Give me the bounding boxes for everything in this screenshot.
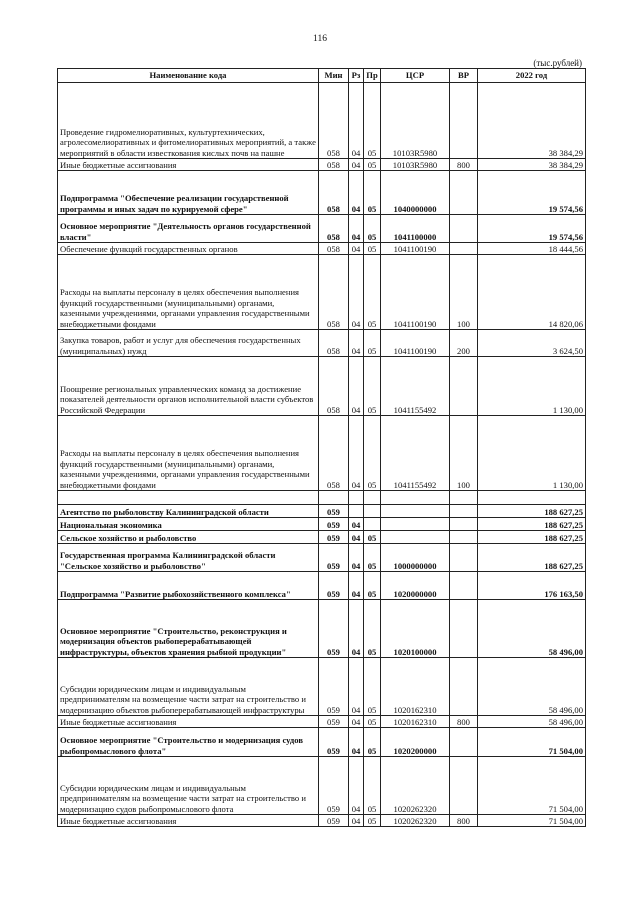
cell-rz: 04 xyxy=(349,83,364,159)
table-header-row xyxy=(58,69,586,83)
cell-min: 059 xyxy=(319,544,349,572)
cell-name: Агентство по рыболовству Калининградской области xyxy=(58,505,319,518)
cell-rz: 04 xyxy=(349,357,364,416)
cell-pr xyxy=(364,518,381,531)
cell-amount: 14 820,06 xyxy=(478,255,586,330)
cell-rz: 04 xyxy=(349,330,364,357)
table-row xyxy=(58,491,586,505)
header-csr: ЦСР xyxy=(381,69,450,83)
cell-name: Расходы на выплаты персоналу в целях обеспечения выполнения функций государственными (муниципальными) органами, казенными учреждениями, органами управления государственными внебюджетными фондами xyxy=(58,416,319,491)
cell-min: 059 xyxy=(319,728,349,757)
cell-pr: 05 xyxy=(364,600,381,658)
cell-rz: 04 xyxy=(349,531,364,544)
cell-amount: 71 504,00 xyxy=(478,815,586,827)
cell-min: 058 xyxy=(319,330,349,357)
cell-csr: 1041100190 xyxy=(381,330,450,357)
table-body xyxy=(58,83,586,827)
cell-vr xyxy=(450,572,478,600)
cell-name: Иные бюджетные ассигнования xyxy=(58,716,319,728)
cell-name: Закупка товаров, работ и услуг для обеспечения государственных (муниципальных) нужд xyxy=(58,330,319,357)
cell-rz: 04 xyxy=(349,572,364,600)
cell-csr: 1020262320 xyxy=(381,815,450,827)
cell-vr: 200 xyxy=(450,330,478,357)
cell-pr: 05 xyxy=(364,416,381,491)
cell-min: 059 xyxy=(319,572,349,600)
table-row xyxy=(58,159,586,171)
cell-csr: 10103R5980 xyxy=(381,83,450,159)
header-min: Мин xyxy=(319,69,349,83)
cell-name: Поощрение региональных управленческих команд за достижение показателей деятельности органов исполнительной власти субъектов Российской Федерации xyxy=(58,357,319,416)
cell-csr: 1020100000 xyxy=(381,600,450,658)
cell-csr xyxy=(381,518,450,531)
cell-min: 058 xyxy=(319,171,349,215)
table-row xyxy=(58,658,586,716)
cell-name: Основное мероприятие "Строительство и модернизация судов рыбопромыслового флота" xyxy=(58,728,319,757)
cell-rz: 04 xyxy=(349,815,364,827)
cell-vr: 800 xyxy=(450,159,478,171)
cell-pr xyxy=(364,491,381,505)
cell-min: 059 xyxy=(319,518,349,531)
cell-name: Государственная программа Калининградской области "Сельское хозяйство и рыболовство" xyxy=(58,544,319,572)
cell-amount xyxy=(478,491,586,505)
cell-amount: 19 574,56 xyxy=(478,215,586,243)
table-row xyxy=(58,728,586,757)
cell-vr xyxy=(450,518,478,531)
cell-name: Подпрограмма "Обеспечение реализации государственной программы и иных задач по курируемой сфере" xyxy=(58,171,319,215)
table-row xyxy=(58,357,586,416)
cell-amount: 1 130,00 xyxy=(478,357,586,416)
cell-csr: 1040000000 xyxy=(381,171,450,215)
cell-csr: 1041100000 xyxy=(381,215,450,243)
cell-name: Основное мероприятие "Строительство, реконструкция и модернизация объектов рыбоперерабатывающей инфраструктуры, объектов хранения рыбной продукции" xyxy=(58,600,319,658)
cell-vr: 800 xyxy=(450,716,478,728)
table-row xyxy=(58,255,586,330)
cell-min: 059 xyxy=(319,505,349,518)
cell-rz: 04 xyxy=(349,215,364,243)
cell-name: Иные бюджетные ассигнования xyxy=(58,815,319,827)
cell-min: 059 xyxy=(319,716,349,728)
cell-amount: 188 627,25 xyxy=(478,518,586,531)
cell-vr: 100 xyxy=(450,416,478,491)
cell-vr: 100 xyxy=(450,255,478,330)
cell-amount: 3 624,50 xyxy=(478,330,586,357)
cell-name: Проведение гидромелиоративных, культуртехнических, агролесомелиоративных и фитомелиоративных мероприятий, а также мероприятий в области известкования кислых почв на пашне xyxy=(58,83,319,159)
cell-vr xyxy=(450,83,478,159)
cell-amount: 188 627,25 xyxy=(478,544,586,572)
cell-name: Обеспечение функций государственных органов xyxy=(58,243,319,255)
cell-csr: 1041100190 xyxy=(381,243,450,255)
table-row xyxy=(58,716,586,728)
table-row xyxy=(58,330,586,357)
cell-name: Подпрограмма "Развитие рыбохозяйственного комплекса" xyxy=(58,572,319,600)
table-row xyxy=(58,518,586,531)
cell-pr xyxy=(364,505,381,518)
header-name: Наименование кода xyxy=(58,69,319,83)
budget-table xyxy=(57,68,586,827)
cell-name: Национальная экономика xyxy=(58,518,319,531)
header-rz: Рз xyxy=(349,69,364,83)
cell-vr xyxy=(450,600,478,658)
cell-name: Субсидии юридическим лицам и индивидуальным предпринимателям на возмещение части затрат на строительство и модернизацию судов рыбопромыслового флота xyxy=(58,757,319,815)
cell-csr: 1020200000 xyxy=(381,728,450,757)
page-number: 116 xyxy=(313,34,327,44)
cell-csr: 10103R5980 xyxy=(381,159,450,171)
cell-amount: 38 384,29 xyxy=(478,159,586,171)
cell-vr xyxy=(450,491,478,505)
cell-vr xyxy=(450,531,478,544)
cell-rz: 04 xyxy=(349,716,364,728)
cell-vr xyxy=(450,215,478,243)
cell-min: 059 xyxy=(319,815,349,827)
cell-min: 058 xyxy=(319,83,349,159)
cell-pr: 05 xyxy=(364,215,381,243)
cell-rz: 04 xyxy=(349,757,364,815)
table-row xyxy=(58,416,586,491)
units-label: (тыс.рублей) xyxy=(533,58,582,68)
cell-min: 059 xyxy=(319,600,349,658)
cell-rz xyxy=(349,491,364,505)
cell-min: 058 xyxy=(319,159,349,171)
cell-csr: 1020162310 xyxy=(381,716,450,728)
cell-rz: 04 xyxy=(349,243,364,255)
table-row xyxy=(58,815,586,827)
header-vr: ВР xyxy=(450,69,478,83)
cell-min: 058 xyxy=(319,416,349,491)
cell-amount: 1 130,00 xyxy=(478,416,586,491)
table-row xyxy=(58,757,586,815)
cell-amount: 188 627,25 xyxy=(478,531,586,544)
cell-pr: 05 xyxy=(364,171,381,215)
cell-min: 059 xyxy=(319,531,349,544)
cell-csr: 1000000000 xyxy=(381,544,450,572)
cell-rz: 04 xyxy=(349,728,364,757)
cell-min xyxy=(319,491,349,505)
cell-min: 058 xyxy=(319,243,349,255)
table-row xyxy=(58,215,586,243)
cell-csr xyxy=(381,531,450,544)
cell-rz: 04 xyxy=(349,544,364,572)
cell-csr: 1020162310 xyxy=(381,658,450,716)
table-row xyxy=(58,572,586,600)
cell-vr xyxy=(450,728,478,757)
cell-amount: 18 444,56 xyxy=(478,243,586,255)
cell-amount: 176 163,50 xyxy=(478,572,586,600)
cell-rz: 04 xyxy=(349,416,364,491)
cell-amount: 71 504,00 xyxy=(478,757,586,815)
cell-vr xyxy=(450,505,478,518)
cell-rz: 04 xyxy=(349,600,364,658)
cell-name xyxy=(58,491,319,505)
cell-amount: 38 384,29 xyxy=(478,83,586,159)
table-row xyxy=(58,505,586,518)
cell-rz: 04 xyxy=(349,159,364,171)
table-row xyxy=(58,171,586,215)
cell-rz: 04 xyxy=(349,255,364,330)
header-pr: Пр xyxy=(364,69,381,83)
cell-vr xyxy=(450,658,478,716)
cell-vr xyxy=(450,243,478,255)
cell-vr xyxy=(450,171,478,215)
cell-rz: 04 xyxy=(349,171,364,215)
cell-min: 058 xyxy=(319,215,349,243)
cell-name: Основное мероприятие "Деятельность органов государственной власти" xyxy=(58,215,319,243)
cell-vr xyxy=(450,357,478,416)
cell-pr: 05 xyxy=(364,728,381,757)
cell-rz: 04 xyxy=(349,658,364,716)
cell-rz: 04 xyxy=(349,518,364,531)
cell-csr xyxy=(381,505,450,518)
cell-name: Сельское хозяйство и рыболовство xyxy=(58,531,319,544)
cell-pr: 05 xyxy=(364,357,381,416)
cell-pr: 05 xyxy=(364,815,381,827)
cell-name: Иные бюджетные ассигнования xyxy=(58,159,319,171)
table-row xyxy=(58,531,586,544)
cell-name: Субсидии юридическим лицам и индивидуальным предпринимателям на возмещение части затрат на строительство и модернизацию объектов рыбоперерабатывающей инфраструктуры xyxy=(58,658,319,716)
cell-pr: 05 xyxy=(364,243,381,255)
cell-pr: 05 xyxy=(364,757,381,815)
cell-vr xyxy=(450,757,478,815)
cell-vr: 800 xyxy=(450,815,478,827)
cell-min: 059 xyxy=(319,658,349,716)
table-row xyxy=(58,544,586,572)
cell-csr: 1020000000 xyxy=(381,572,450,600)
cell-name: Расходы на выплаты персоналу в целях обеспечения выполнения функций государственными (муниципальными) органами, казенными учреждениями, органами управления государственными внебюджетными фондами xyxy=(58,255,319,330)
cell-pr: 05 xyxy=(364,572,381,600)
cell-amount: 71 504,00 xyxy=(478,728,586,757)
cell-rz xyxy=(349,505,364,518)
table-row xyxy=(58,83,586,159)
table-row xyxy=(58,600,586,658)
cell-amount: 58 496,00 xyxy=(478,600,586,658)
header-year: 2022 год xyxy=(478,69,586,83)
cell-csr: 1041155492 xyxy=(381,416,450,491)
cell-min: 058 xyxy=(319,255,349,330)
cell-amount: 58 496,00 xyxy=(478,658,586,716)
cell-min: 059 xyxy=(319,757,349,815)
cell-pr: 05 xyxy=(364,531,381,544)
cell-amount: 19 574,56 xyxy=(478,171,586,215)
table-row xyxy=(58,243,586,255)
cell-min: 058 xyxy=(319,357,349,416)
cell-pr: 05 xyxy=(364,255,381,330)
cell-pr: 05 xyxy=(364,83,381,159)
cell-pr: 05 xyxy=(364,330,381,357)
cell-pr: 05 xyxy=(364,716,381,728)
cell-csr: 1020262320 xyxy=(381,757,450,815)
cell-vr xyxy=(450,544,478,572)
cell-csr: 1041155492 xyxy=(381,357,450,416)
cell-pr: 05 xyxy=(364,159,381,171)
cell-pr: 05 xyxy=(364,658,381,716)
cell-csr xyxy=(381,491,450,505)
cell-amount: 58 496,00 xyxy=(478,716,586,728)
cell-csr: 1041100190 xyxy=(381,255,450,330)
cell-amount: 188 627,25 xyxy=(478,505,586,518)
cell-pr: 05 xyxy=(364,544,381,572)
